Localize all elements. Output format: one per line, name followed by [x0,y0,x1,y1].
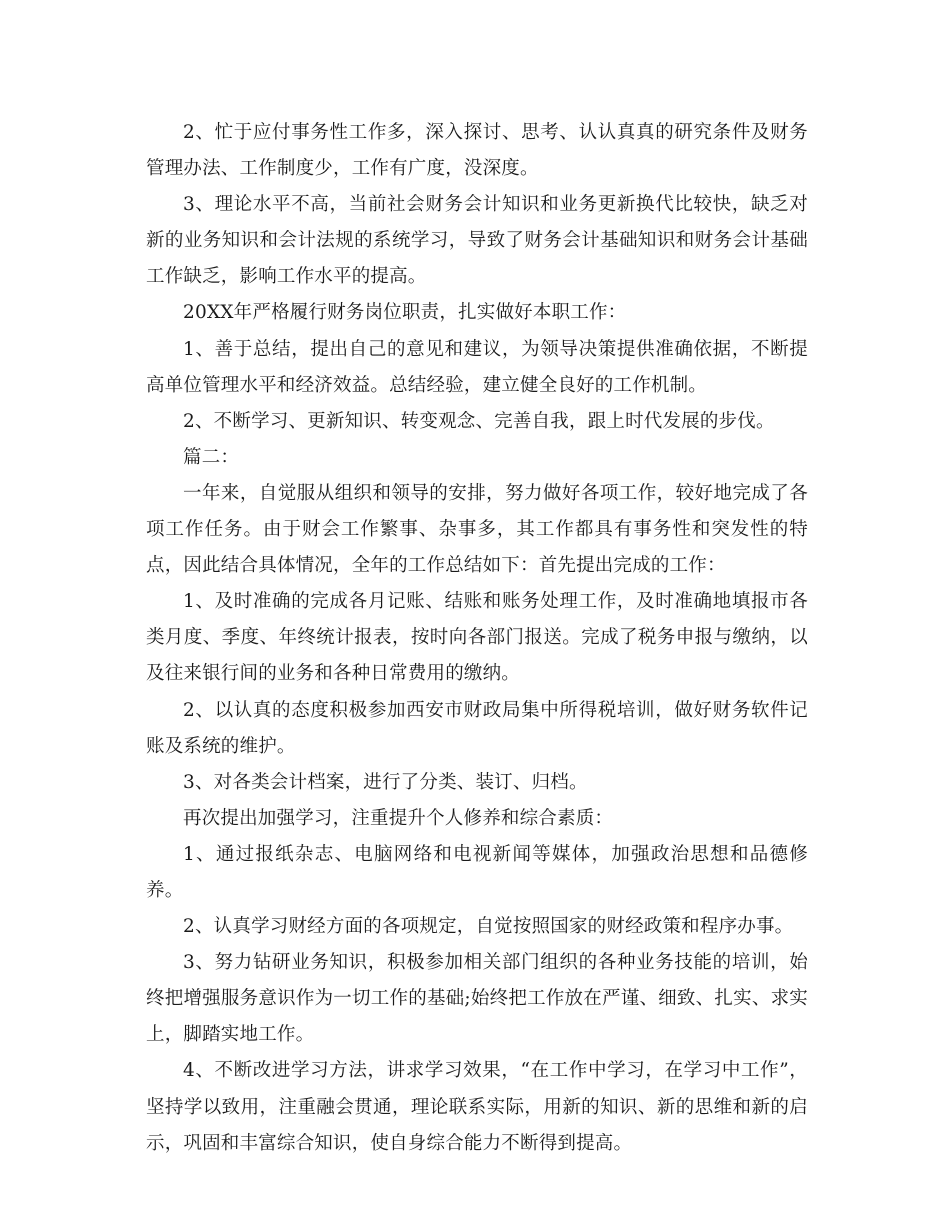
paragraph: 2、以认真的态度积极参加西安市财政局集中所得税培训，做好财务软件记账及系统的维护。 [146,699,808,757]
document-body [146,115,808,1162]
paragraph: 一年来，自觉服从组织和领导的安排，努力做好各项工作，较好地完成了各项工作任务。由于财会工作繁事、杂事多，其工作都具有事务性和突发性的特点，因此结合具体情况，全年的工作总结如下：首先提出完成的工作： [146,482,808,577]
paragraph: 3、理论水平不高，当前社会财务会计知识和业务更新换代比较快，缺乏对新的业务知识和会计法规的系统学习，导致了财务会计基础知识和财务会计基础工作缺乏，影响工作水平的提高。 [146,194,808,288]
paragraph: 4、不断改进学习方法，讲求学习效果，“在工作中学习，在学习中工作”，坚持学以致用，注重融会贯通，理论联系实际，用新的知识、新的思维和新的启示，巩固和丰富综合知识，使自身综合能力不断得到提高。 [146,1060,808,1154]
paragraph: 1、善于总结，提出自己的意见和建议，为领导决策提供准确依据，不断提高单位管理水平和经济效益。总结经验，建立健全良好的工作机制。 [146,338,808,396]
paragraph: 1、通过报纸杂志、电脑网络和电视新闻等媒体，加强政治思想和品德修养。 [146,843,808,901]
paragraph: 1、及时准确的完成各月记账、结账和账务处理工作，及时准确地填报市各类月度、季度、年终统计报表，按时向各部门报送。完成了税务申报与缴纳，以及往来银行间的业务和各种日常费用的缴纳。 [146,591,808,685]
paragraph: 3、努力钻研业务知识，积极参加相关部门组织的各种业务技能的培训，始终把增强服务意识作为一切工作的基础;始终把工作放在严谨、细致、扎实、求实上，脚踏实地工作。 [146,952,808,1046]
section-heading: 篇二： [183,446,240,468]
paragraph: 2、不断学习、更新知识、转变观念、完善自我，跟上时代发展的步伐。 [183,410,775,432]
paragraph: 20XX年严格履行财务岗位职责，扎实做好本职工作： [183,302,627,324]
paragraph: 3、对各类会计档案，进行了分类、装订、归档。 [183,771,588,793]
paragraph: 再次提出加强学习，注重提升个人修养和综合素质： [183,807,614,829]
paragraph: 2、认真学习财经方面的各项规定，自觉按照国家的财经政策和程序办事。 [183,916,794,938]
paragraph: 2、忙于应付事务性工作多，深入探讨、思考、认认真真的研究条件及财务管理办法、工作制度少，工作有广度，没深度。 [146,122,808,180]
